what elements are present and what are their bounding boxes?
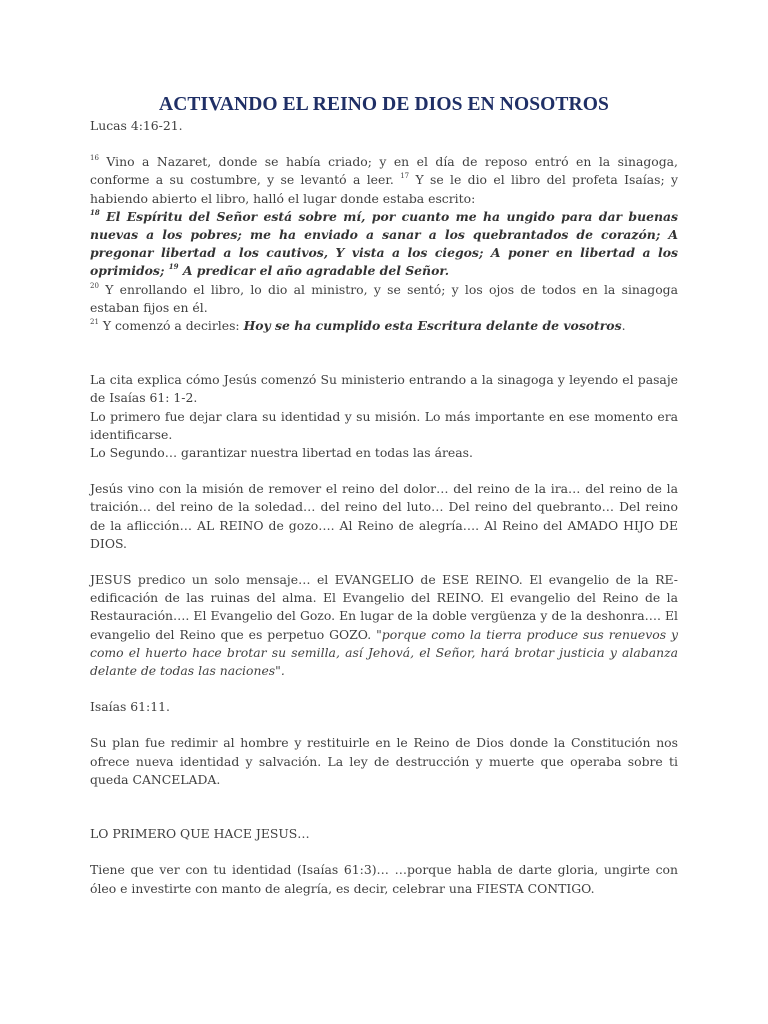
verse-number: 20 xyxy=(90,281,99,290)
paragraph-identity-isaias: Tiene que ver con tu identidad (Isaías 61:3)… …porque habla de darte gloria, ungirte con óleo e investirte con manto de alegría, es decir, celebrar una FIESTA CONTIGO. xyxy=(90,862,678,896)
scripture-reference: Lucas 4:16-21. xyxy=(90,118,183,133)
verse-text: Y enrollando el libro, lo dio al ministro, y se sentó; y los ojos de todos en la sinagoga estaban fijos en él. xyxy=(90,281,678,315)
section-heading: LO PRIMERO QUE HACE JESUS… xyxy=(90,826,310,842)
verse-number: 17 xyxy=(400,172,410,181)
verse-quote: Hoy se ha cumplido esta Escritura delante de vosotros xyxy=(243,318,622,334)
verse-21 xyxy=(90,317,678,335)
verse-number: 21 xyxy=(90,317,99,326)
verse-20 xyxy=(90,281,678,317)
spacer xyxy=(90,135,678,153)
message-text: JESUS predico un solo mensaje… el EVANGELIO de ESE REINO. El evangelio de la RE-edificación de las ruinas del alma. El Evangelio del REINO. El evangelio del Reino de la Restauración…. El Evangelio del Gozo. En lugar de la doble vergüenza y de la deshonra…. El evangelio del Reino que es perpetuo GOZO. xyxy=(90,572,678,642)
verse-number: 19 xyxy=(168,262,179,272)
spacer xyxy=(90,716,678,734)
spacer xyxy=(90,553,678,571)
verse-text: Y se le dio el libro del profeta Isaías; y habiendo abierto el libro, halló el lugar donde estaba escrito: xyxy=(90,172,678,206)
paragraph-intro: La cita explica cómo Jesús comenzó Su ministerio entrando a la sinagoga y leyendo el pasaje de Isaías 61: 1-2. xyxy=(90,372,678,406)
paragraph-citation: Isaías 61:11. xyxy=(90,699,170,715)
paragraph-plan: Su plan fue redimir al hombre y restituirle en le Reino de Dios donde la Constitución nos ofrece nueva identidad y salvación. La ley de destrucción y muerte que operaba sobre ti queda CANCELADA. xyxy=(90,735,678,787)
spacer xyxy=(90,843,678,861)
paragraph-identity: Lo primero fue dejar clara su identidad y su misión. Lo más importante en ese momento era identificarse. xyxy=(90,408,678,442)
document-title: ACTIVANDO EL REINO DE DIOS EN NOSOTROS xyxy=(159,94,609,115)
spacer xyxy=(90,462,678,480)
spacer xyxy=(90,335,678,371)
verse-text: El Espíritu del Señor está sobre mí, por cuanto me ha ungido para dar buenas nuevas a los pobres; me ha enviado a sanar a los quebrantados de corazón; A pregonar libertad a los cautivos, Y vista a los ciegos; A poner en libertad a los oprimidos; xyxy=(90,208,678,279)
message-quote: "porque como la tierra produce sus renuevos y como el huerto hace brotar su semilla, así Jehová, el Señor, hará brotar justicia y alabanza delante de todas las naciones". xyxy=(90,626,679,679)
paragraph-mission: Jesús vino con la misión de remover el reino del dolor… del reino de la ira… del reino de la traición… del reino de la soledad… del reino del luto… Del reino del quebranto… Del reino de la aflicción… AL REINO de gozo…. Al Reino de alegría…. Al Reino del AMADO HIJO DE DIOS. xyxy=(90,481,678,551)
verse-number: 18 xyxy=(90,207,100,217)
verses-16-17 xyxy=(90,153,678,208)
paragraph-freedom: Lo Segundo… garantizar nuestra libertad en todas las áreas. xyxy=(90,445,473,461)
verse-number: 16 xyxy=(90,154,99,163)
spacer xyxy=(90,789,678,825)
paragraph-message xyxy=(90,571,678,680)
verse-text: Vino a Nazaret, donde se había criado; y en el día de reposo entró en la sinagoga, conforme a su costumbre, y se levantó a leer. xyxy=(90,154,678,188)
verses-18-19 xyxy=(90,208,678,281)
spacer xyxy=(90,680,678,698)
verse-text: Y comenzó a decirles: xyxy=(98,318,244,334)
verse-end: . xyxy=(621,318,626,334)
verse-text: A predicar el año agradable del Señor. xyxy=(178,263,450,279)
